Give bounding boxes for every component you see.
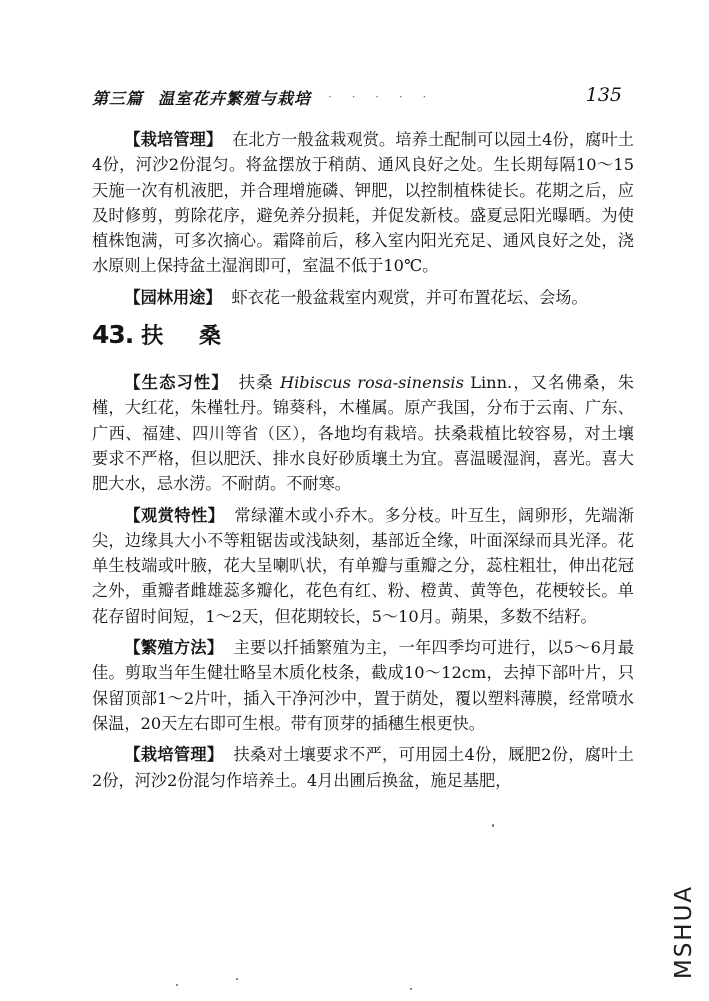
cultivation-text-2: 扶桑对土壤要求不严，可用园土4份，厩肥2份，腐叶土2份，河沙2份混匀作培养土。4月出圃后换盆，施足基肥，: [92, 745, 634, 790]
section-number: 43.: [92, 320, 134, 350]
propagation-text: 主要以扦插繁殖为主，一年四季均可进行，以5～6月最佳。剪取当年生健壮略呈木质化枝条，截成10～12cm，去掉下部叶片，只保留顶部1～2片叶，插入干净河沙中，置于荫处，覆以塑料薄膜，经常喷水保温，20天左右即可生根。带有顶芽的插穗生根更快。: [92, 638, 634, 733]
cultivation-label-2: 【栽培管理】: [124, 745, 224, 765]
paragraph-landscape-use: [92, 285, 634, 310]
cultivation-label: 【栽培管理】: [124, 130, 223, 149]
chapter-title: 温室花卉繁殖与栽培: [158, 89, 312, 108]
scan-speck: [176, 984, 178, 986]
ornamental-label: 【观赏特性】: [124, 505, 225, 525]
paragraph-cultivation: [92, 742, 634, 793]
watermark-text: MSHUA: [671, 884, 697, 980]
paragraph-ecology: [92, 370, 634, 496]
watermark: [672, 878, 700, 988]
running-header: [92, 86, 622, 110]
landscape-label: 【园林用途】: [124, 287, 222, 307]
paragraph-cultivation-prev: [92, 127, 634, 279]
ecology-text: Linn.，又名佛桑，朱槿，大红花，朱槿牡丹。锦葵科，木槿属。原产我国，分布于云南、广东、广西、福建、四川等省（区），各地均有栽培。扶桑栽植比较容易，对土壤要求不严格，但以肥沃、排水良好砂质壤土为宜。喜温暖湿润，喜光。喜大肥大水，忌水涝。不耐荫。不耐寒。: [92, 373, 634, 494]
cultivation-text: 在北方一般盆栽观赏。培养土配制可以园土4份，腐叶土4份，河沙2份混匀。将盆摆放于稍荫、通风良好之处。生长期每隔10～15天施一次有机液肥，并合理增施磷、钾肥，以控制植株徒长。花期之后，应及时修剪，剪除花序，避免养分损耗，并促发新枝。盛夏忌阳光曝晒。为使植株饱满，可多次摘心。霜降前后，移入室内阳光充足、通风良好之处，浇水原则上保持盆土湿润即可，室温不低于10℃。: [92, 130, 634, 276]
page-body: [92, 127, 634, 799]
section-title: 扶 桑: [141, 324, 235, 350]
chapter-label: 第三篇: [92, 89, 144, 108]
section-heading: [92, 322, 634, 356]
scientific-name: Hibiscus rosa-sinensis: [279, 373, 464, 393]
scan-speck: [410, 988, 412, 990]
page-number: 135: [585, 84, 622, 106]
paragraph-propagation: [92, 635, 634, 736]
landscape-text: 虾衣花一般盆栽室内观赏，并可布置花坛、会场。: [231, 287, 588, 307]
ornamental-text: 常绿灌木或小乔木。多分枝。叶互生，阔卵形，先端渐尖，边缘具大小不等粗锯齿或浅缺刻，基部近全缘，叶面深绿而具光泽。花单生枝端或叶腋，花大呈喇叭状，有单瓣与重瓣之分，蕊柱粗壮，伸出花冠之外，重瓣者雌雄蕊多瓣化，花色有红、粉、橙黄、黄等色，花梗较长。单花存留时间短，1～2天，但花期较长，5～10月。蒴果，多数不结籽。: [92, 505, 635, 626]
scan-speck: [236, 978, 238, 980]
scan-speck: [492, 824, 494, 827]
ecology-pre: 扶桑: [238, 373, 274, 393]
ecology-label: 【生态习性】: [124, 373, 229, 393]
header-dots: · · · · ·: [328, 90, 435, 104]
propagation-label: 【繁殖方法】: [124, 638, 224, 658]
paragraph-ornamental: [92, 503, 634, 629]
